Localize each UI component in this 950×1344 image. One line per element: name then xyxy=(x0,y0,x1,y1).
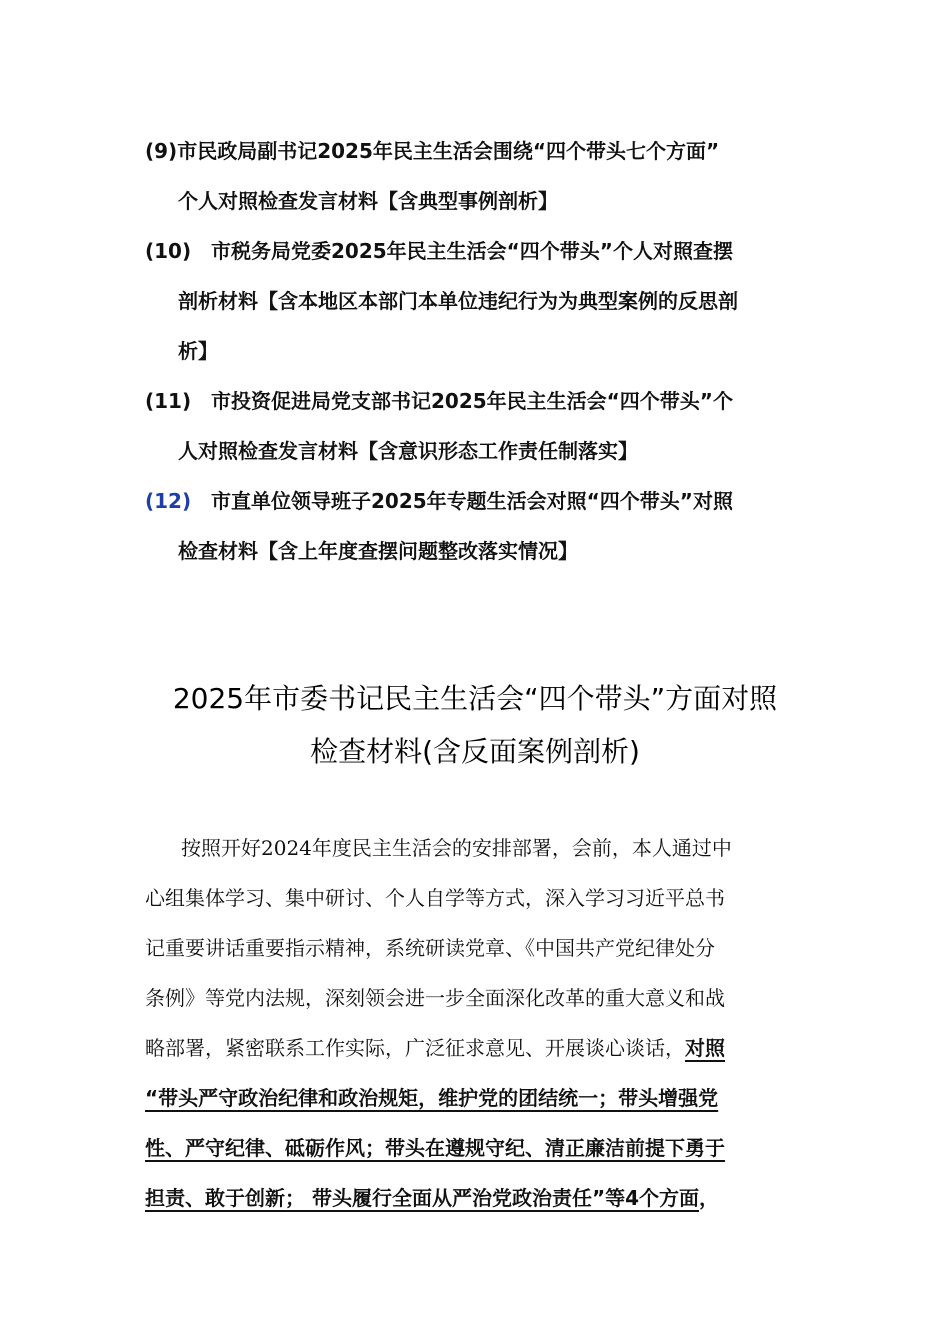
body-text: ， xyxy=(699,1186,720,1210)
toc-text: 析】 xyxy=(178,339,218,363)
emphasized-text: 性、严守纪律、砥砺作风；带头在遵规守纪、清正廉洁前提下勇于 xyxy=(145,1136,725,1160)
toc-entry-11[interactable] xyxy=(145,376,810,476)
toc-number: (12) xyxy=(145,489,192,513)
toc-number: (9) xyxy=(145,139,178,163)
toc-number: (11) xyxy=(145,389,192,413)
toc-text: 个人对照检查发言材料【含典型事例剖析】 xyxy=(178,189,558,213)
toc-entry-10[interactable] xyxy=(145,226,810,376)
title-line-2: 检查材料(含反面案例剖析) xyxy=(310,735,640,768)
document-title xyxy=(100,672,850,778)
title-line-1: 2025年市委书记民主生活会“四个带头”方面对照 xyxy=(172,682,778,715)
body-line xyxy=(145,1123,810,1173)
toc-text: 市民政局副书记2025年民主生活会围绕“四个带头七个方面” xyxy=(177,139,720,163)
emphasized-text: 对照 xyxy=(685,1036,725,1060)
body-line: 按照开好2024年度民主生活会的安排部署，会前，本人通过中 xyxy=(181,836,732,860)
body-line: 记重要讲话重要指示精神，系统研读党章、《中国共产党纪律处分 xyxy=(145,936,715,960)
body-line xyxy=(145,1023,810,1073)
emphasized-text: 担责、敢于创新； 带头履行全面从严治党政治责任”等4个方面 xyxy=(145,1186,700,1210)
toc-text: 检查材料【含上年度查摆问题整改落实情况】 xyxy=(178,539,578,563)
emphasized-text: “带头严守政治纪律和政治规矩，维护党的团结统一；带头增强党 xyxy=(145,1086,719,1110)
toc-text: 市税务局党委2025年民主生活会“四个带头”个人对照查摆 xyxy=(211,239,733,263)
toc-text: 市直单位领导班子2025年专题生活会对照“四个带头”对照 xyxy=(211,489,733,513)
toc-entry-9[interactable] xyxy=(145,126,810,226)
toc-text: 剖析材料【含本地区本部门本单位违纪行为为典型案例的反思剖 xyxy=(178,289,738,313)
toc-number: (10) xyxy=(145,239,192,263)
body-paragraph xyxy=(145,823,810,1223)
body-line: 条例》等党内法规，深刻领会进一步全面深化改革的重大意义和战 xyxy=(145,986,725,1010)
body-line: 心组集体学习、集中研讨、个人自学等方式，深入学习习近平总书 xyxy=(145,886,725,910)
toc-text: 市投资促进局党支部书记2025年民主生活会“四个带头”个 xyxy=(211,389,733,413)
body-text: 略部署，紧密联系工作实际，广泛征求意见、开展谈心谈话， xyxy=(145,1036,685,1060)
body-line xyxy=(145,1173,810,1223)
body-line xyxy=(145,1073,810,1123)
toc-entry-12[interactable] xyxy=(145,476,810,576)
toc-text: 人对照检查发言材料【含意识形态工作责任制落实】 xyxy=(178,439,638,463)
